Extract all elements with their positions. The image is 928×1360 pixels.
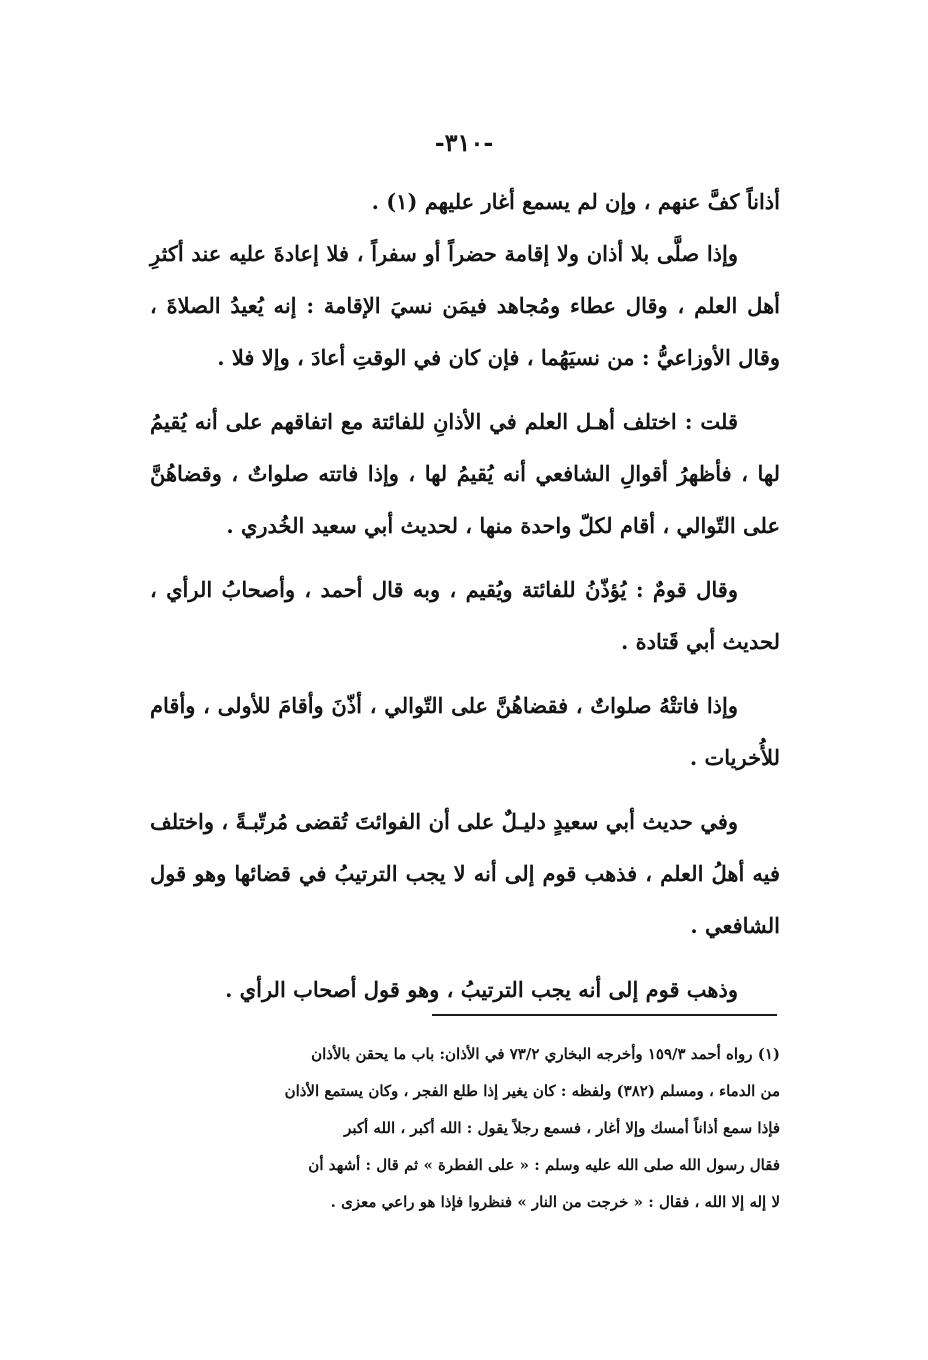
page-number: -٣١٠- <box>434 128 494 157</box>
footnote-line: من الدماء ، ومسلم (٣٨٢) ولفظه : كان يغير إذا طلع الفجر ، وكان يستمع الأذان <box>284 1082 780 1100</box>
footnote-line: (١) رواه أحمد ١٥٩/٣ وأخرجه البخاري ٧٣/٢ في الأذان: باب ما يحقن بالأذان <box>311 1045 780 1063</box>
paragraph-continuation: أذاناً كفَّ عنهم ، وإن لم يسمع أغار عليهم (١) . <box>371 189 780 214</box>
main-text <box>150 176 780 1028</box>
paragraph: وقال قومٌ : يُؤذّنُ للفائتة ويُقيم ، وبه قال أحمد ، وأصحابُ الرأي ، لحديث أبي قَتادة . <box>150 577 780 654</box>
footnote-line: لا إله إلا الله ، فقال : « خرجت من النار » فنظروا فإذا هو راعي معزى . <box>330 1193 780 1211</box>
footnote-divider <box>432 1014 777 1016</box>
paragraph: وإذا فاتتْهُ صلواتٌ ، فقضاهُنَّ على التّوالي ، أذّنَ وأقامَ للأولى ، وأقام للأُخريات . <box>150 693 780 770</box>
footnote-line: فقال رسول الله صلى الله عليه وسلم : « على الفطرة » ثم قال : أشهد أن <box>308 1156 780 1174</box>
footnote <box>150 1036 780 1221</box>
paragraph: وإذا صلَّى بلا أذان ولا إقامة حضراً أو سفراً ، فلا إعادةَ عليه عند أكثرِ أهل العلم ، وقال عطاء ومُجاهد فيمَن نسيَ الإقامة : إنه يُعيدُ الصلاةَ ، وقال الأوزاعيُّ : من نسيَهُما ، فإن كان في الوقتِ أعادَ ، وإلا فلا . <box>150 241 780 370</box>
paragraph: وذهب قوم إلى أنه يجب الترتيبُ ، وهو قول أصحاب الرأي . <box>225 977 738 1002</box>
paragraph: وفي حديث أبي سعيدٍ دليـلٌ على أن الفوائتَ تُقضى مُرتّبـةً ، واختلف فيه أهلُ العلم ، فذهب قوم إلى أنه لا يجب الترتيبُ في قضائها وهو قول الشافعي . <box>150 809 780 938</box>
footnote-line: فإذا سمع أذاناً أمسك وإلا أغار ، فسمع رجلاً يقول : الله أكبر ، الله أكبر <box>344 1119 780 1137</box>
paragraph: قلت : اختلف أهـل العلم في الأذانِ للفائتة مع اتفاقهم على أنه يُقيمُ لها ، فأظهرُ أقوالِ الشافعي أنه يُقيمُ لها ، وإذا فاتته صلواتٌ ، وقضاهُنَّ على التّوالي ، أقام لكلّ واحدة منها ، لحديث أبي سعيد الخُدري . <box>150 409 780 538</box>
